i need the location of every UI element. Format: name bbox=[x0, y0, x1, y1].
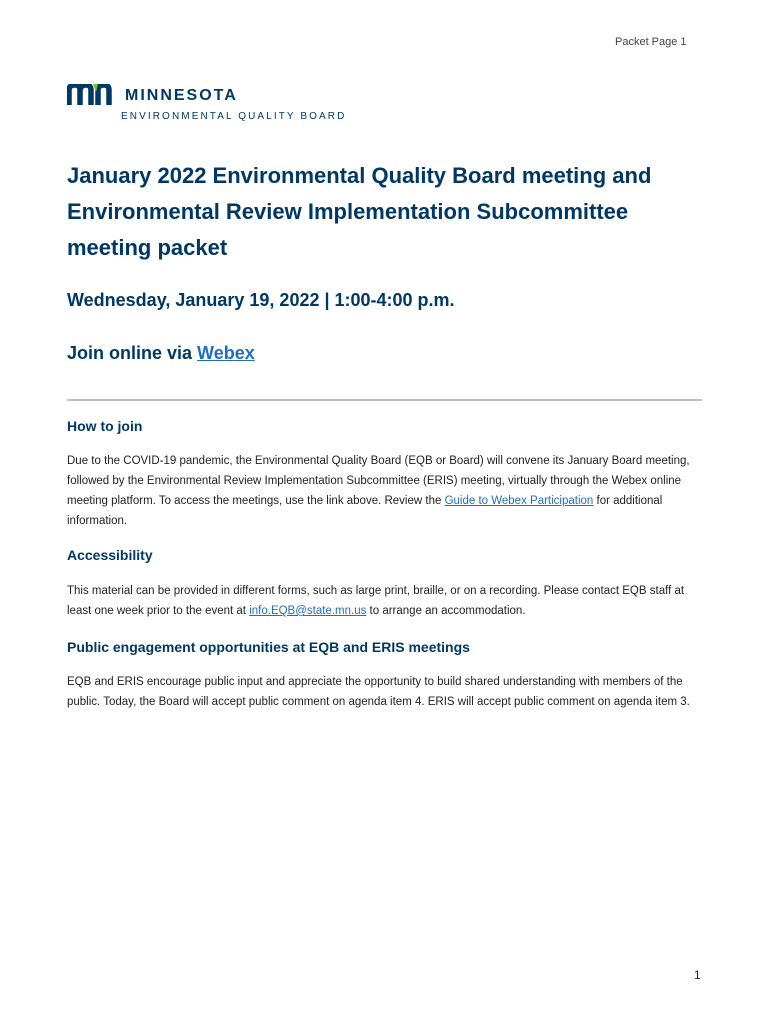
accessibility-text-start: This material can be provided in different forms, such as large print, braille, or on a recording. Please contact EQB staff at least one week prior to the event at bbox=[67, 585, 685, 617]
mn-eqb-logo bbox=[67, 84, 346, 122]
page-number: 1 bbox=[694, 968, 701, 982]
how-to-join-text-end: for additional information. bbox=[67, 495, 663, 527]
accessibility-heading: Accessibility bbox=[67, 547, 153, 563]
email-link[interactable]: info.EQB@state.mn.us bbox=[249, 605, 367, 617]
webex-guide-link[interactable]: Guide to Webex Participation bbox=[444, 495, 594, 507]
logo-board-name: ENVIRONMENTAL QUALITY BOARD bbox=[121, 111, 347, 122]
minnesota-mn-logo-icon bbox=[67, 84, 117, 106]
join-online-line bbox=[67, 343, 255, 364]
accessibility-text bbox=[67, 581, 707, 621]
how-to-join-text-start: Due to the COVID-19 pandemic, the Environmental Quality Board (EQB or Board) will convene its January Board meeting, followed by the Environmental Review Implementation Subcommittee (ERIS) meeting, virtually through the Webex online meeting platform. To access the meetings, use the link above. Review the bbox=[67, 455, 690, 507]
webex-link[interactable]: Webex bbox=[197, 343, 255, 363]
join-prefix: Join online via bbox=[67, 343, 198, 363]
how-to-join-text bbox=[67, 451, 707, 531]
section-divider bbox=[67, 399, 702, 401]
public-engagement-text: EQB and ERIS encourage public input and appreciate the opportunity to build shared understanding with members of the public. Today, the Board will accept public comment on agenda item 4. ERIS will accept public comment on agenda item 3. bbox=[67, 676, 690, 708]
document-title: January 2022 Environmental Quality Board meeting and Environmental Review Implementation Subcommittee meeting packet bbox=[67, 163, 652, 260]
packet-page-label: Packet Page 1 bbox=[615, 36, 687, 48]
logo-state-name: MINNESOTA bbox=[125, 87, 238, 104]
meeting-date: Wednesday, January 19, 2022 | 1:00-4:00 p.m. bbox=[67, 290, 455, 310]
accessibility-text-end: to arrange an accommodation. bbox=[366, 605, 526, 617]
public-engagement-heading: Public engagement opportunities at EQB and ERIS meetings bbox=[67, 639, 470, 655]
how-to-join-heading: How to join bbox=[67, 418, 143, 434]
